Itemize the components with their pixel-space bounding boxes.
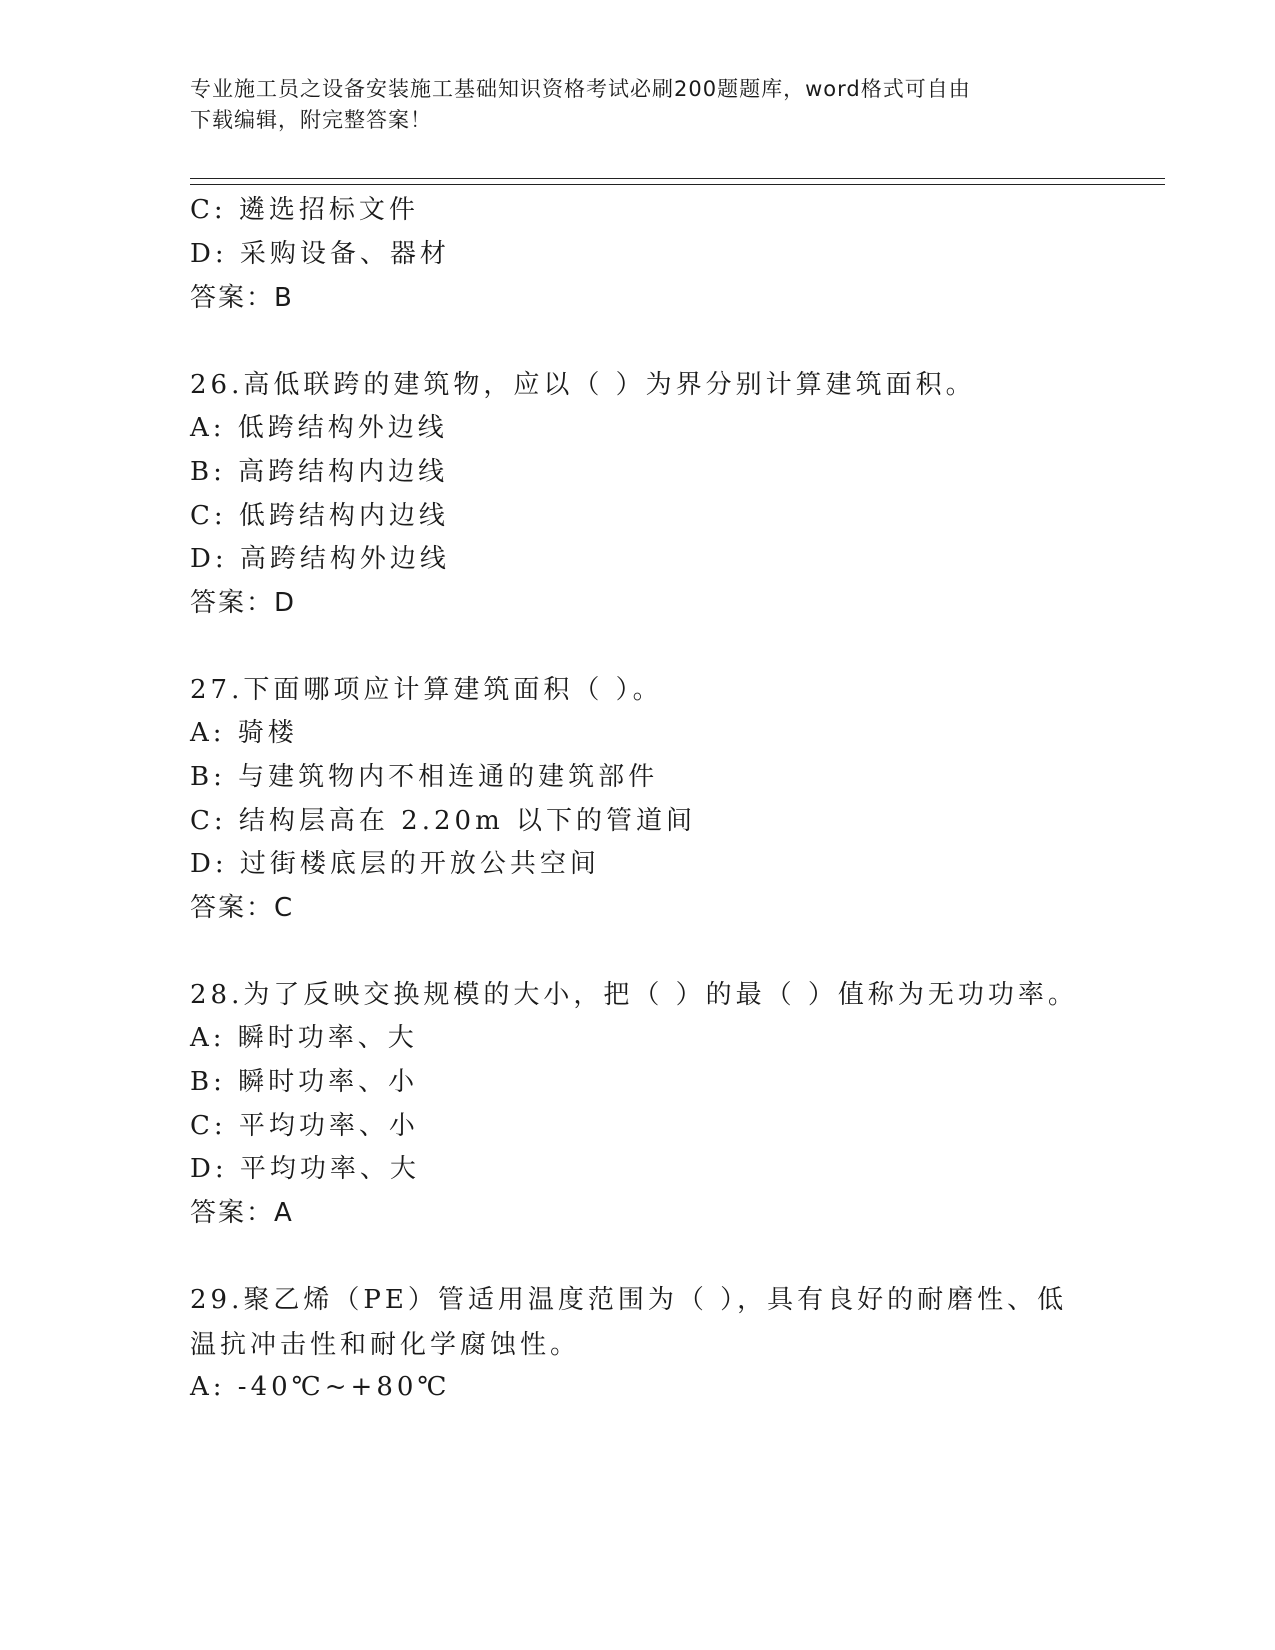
header-divider-top	[190, 178, 1165, 179]
q27-answer: 答案：C	[190, 893, 295, 923]
q26-question: 26.高低联跨的建筑物，应以（ ）为界分别计算建筑面积。	[190, 370, 976, 400]
q28-option-b: B: 瞬时功率、小	[190, 1067, 419, 1097]
q25-answer: 答案：B	[190, 283, 294, 313]
q27-option-a: A: 骑楼	[190, 718, 298, 748]
q26-option-d: D: 高跨结构外边线	[190, 544, 450, 574]
header-line-2: 下载编辑，附完整答案！	[190, 108, 432, 132]
q29-option-a: A: -40℃~+80℃	[190, 1372, 451, 1402]
q27-option-b: B: 与建筑物内不相连通的建筑部件	[190, 762, 659, 792]
q27-option-c: C: 结构层高在 2.20m 以下的管道间	[190, 806, 696, 836]
q26-option-a: A: 低跨结构外边线	[190, 413, 448, 443]
q26-option-c: C: 低跨结构内边线	[190, 501, 449, 531]
q28-option-a: A: 瞬时功率、大	[190, 1023, 418, 1053]
q27-question: 27.下面哪项应计算建筑面积（ ）。	[190, 675, 663, 705]
q28-question: 28.为了反映交换规模的大小，把（ ）的最（ ）值称为无功功率。	[190, 980, 1078, 1010]
q26-answer: 答案：D	[190, 588, 297, 618]
q25-option-d: D: 采购设备、器材	[190, 239, 450, 269]
q28-answer: 答案：A	[190, 1198, 294, 1228]
q28-option-d: D: 平均功率、大	[190, 1154, 420, 1184]
header-line-1: 专业施工员之设备安装施工基础知识资格考试必刷200题题库，word格式可自由	[190, 77, 971, 101]
q29-question: 29.聚乙烯（PE）管适用温度范围为（ ），具有良好的耐磨性、低温抗冲击性和耐化学腐蚀性。	[190, 1285, 1068, 1360]
q25-option-c: C: 遴选招标文件	[190, 195, 419, 225]
header-divider-bottom	[190, 184, 1165, 185]
document-header	[190, 74, 1070, 136]
q26-option-b: B: 高跨结构内边线	[190, 457, 449, 487]
q28-option-c: C: 平均功率、小	[190, 1111, 419, 1141]
q27-option-d: D: 过街楼底层的开放公共空间	[190, 849, 600, 879]
